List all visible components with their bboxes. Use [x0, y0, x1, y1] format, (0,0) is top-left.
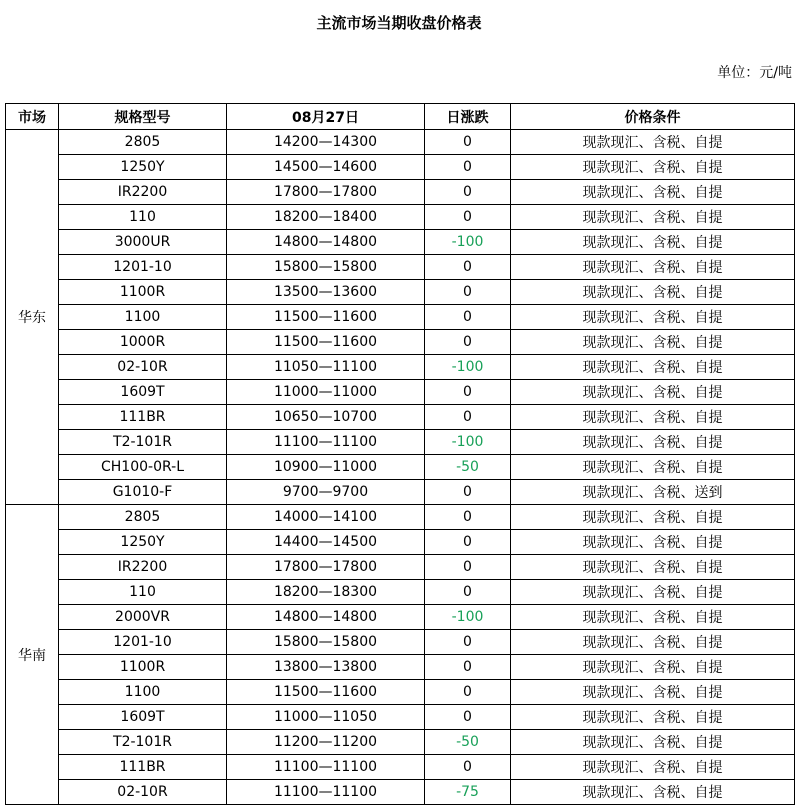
- condition-cell: 现款现汇、含税、自提: [511, 255, 795, 280]
- table-row: [6, 780, 795, 805]
- condition-cell: 现款现汇、含税、自提: [511, 755, 795, 780]
- model-cell: 1250Y: [59, 155, 227, 180]
- change-cell: 0: [425, 180, 511, 205]
- price-cell: 11200—11200: [227, 730, 425, 755]
- change-cell: 0: [425, 255, 511, 280]
- table-row: [6, 505, 795, 530]
- table-body: [6, 130, 795, 805]
- table-row: [6, 305, 795, 330]
- table-row: [6, 630, 795, 655]
- condition-cell: 现款现汇、含税、自提: [511, 655, 795, 680]
- model-cell: 110: [59, 205, 227, 230]
- header-model: 规格型号: [59, 104, 227, 130]
- price-cell: 15800—15800: [227, 255, 425, 280]
- model-cell: 1100R: [59, 280, 227, 305]
- change-cell: -50: [425, 730, 511, 755]
- change-cell: -100: [425, 230, 511, 255]
- table-row: [6, 730, 795, 755]
- table-row: [6, 755, 795, 780]
- table-row: [6, 205, 795, 230]
- condition-cell: 现款现汇、含税、自提: [511, 155, 795, 180]
- model-cell: 2000VR: [59, 605, 227, 630]
- condition-cell: 现款现汇、含税、自提: [511, 505, 795, 530]
- model-cell: CH100-0R-L: [59, 455, 227, 480]
- price-cell: 17800—17800: [227, 555, 425, 580]
- model-cell: 2805: [59, 130, 227, 155]
- price-cell: 14500—14600: [227, 155, 425, 180]
- condition-cell: 现款现汇、含税、自提: [511, 605, 795, 630]
- change-cell: -50: [425, 455, 511, 480]
- table-row: [6, 380, 795, 405]
- model-cell: 3000UR: [59, 230, 227, 255]
- model-cell: 1000R: [59, 330, 227, 355]
- table-row: [6, 130, 795, 155]
- region-cell: 华东: [6, 130, 59, 505]
- condition-cell: 现款现汇、含税、自提: [511, 430, 795, 455]
- price-cell: 11500—11600: [227, 330, 425, 355]
- model-cell: 110: [59, 580, 227, 605]
- change-cell: 0: [425, 705, 511, 730]
- change-cell: 0: [425, 580, 511, 605]
- table-row: [6, 705, 795, 730]
- header-market: 市场: [6, 104, 59, 130]
- change-cell: 0: [425, 480, 511, 505]
- table-row: [6, 405, 795, 430]
- change-cell: 0: [425, 655, 511, 680]
- table-row: [6, 255, 795, 280]
- price-cell: 15800—15800: [227, 630, 425, 655]
- price-cell: 10900—11000: [227, 455, 425, 480]
- table-row: [6, 680, 795, 705]
- model-cell: T2-101R: [59, 430, 227, 455]
- table-row: [6, 480, 795, 505]
- change-cell: -100: [425, 605, 511, 630]
- change-cell: 0: [425, 755, 511, 780]
- model-cell: T2-101R: [59, 730, 227, 755]
- model-cell: 1250Y: [59, 530, 227, 555]
- price-cell: 14200—14300: [227, 130, 425, 155]
- change-cell: 0: [425, 405, 511, 430]
- price-cell: 14000—14100: [227, 505, 425, 530]
- price-cell: 14400—14500: [227, 530, 425, 555]
- price-cell: 14800—14800: [227, 230, 425, 255]
- table-row: [6, 530, 795, 555]
- change-cell: 0: [425, 330, 511, 355]
- price-cell: 10650—10700: [227, 405, 425, 430]
- change-cell: -75: [425, 780, 511, 805]
- table-row: [6, 330, 795, 355]
- model-cell: 02-10R: [59, 355, 227, 380]
- condition-cell: 现款现汇、含税、自提: [511, 680, 795, 705]
- table-row: [6, 155, 795, 180]
- model-cell: IR2200: [59, 555, 227, 580]
- price-cell: 11100—11100: [227, 430, 425, 455]
- header-condition: 价格条件: [511, 104, 795, 130]
- price-cell: 11500—11600: [227, 680, 425, 705]
- header-change: 日涨跌: [425, 104, 511, 130]
- table-row: [6, 555, 795, 580]
- model-cell: 1609T: [59, 380, 227, 405]
- table-row: [6, 580, 795, 605]
- table-header-row: [6, 104, 795, 130]
- price-cell: 11100—11100: [227, 755, 425, 780]
- condition-cell: 现款现汇、含税、自提: [511, 580, 795, 605]
- change-cell: -100: [425, 355, 511, 380]
- price-cell: 17800—17800: [227, 180, 425, 205]
- price-cell: 11500—11600: [227, 305, 425, 330]
- change-cell: 0: [425, 630, 511, 655]
- model-cell: 1100R: [59, 655, 227, 680]
- condition-cell: 现款现汇、含税、自提: [511, 730, 795, 755]
- condition-cell: 现款现汇、含税、自提: [511, 230, 795, 255]
- table-row: [6, 455, 795, 480]
- price-table: [5, 103, 795, 805]
- table-row: [6, 605, 795, 630]
- condition-cell: 现款现汇、含税、自提: [511, 330, 795, 355]
- condition-cell: 现款现汇、含税、送到: [511, 480, 795, 505]
- change-cell: 0: [425, 305, 511, 330]
- price-cell: 11000—11050: [227, 705, 425, 730]
- price-cell: 9700—9700: [227, 480, 425, 505]
- table-row: [6, 355, 795, 380]
- model-cell: 1201-10: [59, 630, 227, 655]
- model-cell: 111BR: [59, 405, 227, 430]
- table-row: [6, 180, 795, 205]
- price-cell: 18200—18400: [227, 205, 425, 230]
- change-cell: 0: [425, 530, 511, 555]
- condition-cell: 现款现汇、含税、自提: [511, 130, 795, 155]
- condition-cell: 现款现汇、含税、自提: [511, 380, 795, 405]
- model-cell: 1100: [59, 305, 227, 330]
- condition-cell: 现款现汇、含税、自提: [511, 405, 795, 430]
- table-row: [6, 280, 795, 305]
- price-cell: 11000—11000: [227, 380, 425, 405]
- condition-cell: 现款现汇、含税、自提: [511, 530, 795, 555]
- change-cell: 0: [425, 555, 511, 580]
- price-cell: 18200—18300: [227, 580, 425, 605]
- region-cell: 华南: [6, 505, 59, 805]
- price-cell: 11050—11100: [227, 355, 425, 380]
- table-row: [6, 430, 795, 455]
- model-cell: 1609T: [59, 705, 227, 730]
- model-cell: 2805: [59, 505, 227, 530]
- table-row: [6, 655, 795, 680]
- change-cell: 0: [425, 130, 511, 155]
- price-cell: 14800—14800: [227, 605, 425, 630]
- condition-cell: 现款现汇、含税、自提: [511, 705, 795, 730]
- page-title: 主流市场当期收盘价格表: [316, 14, 482, 32]
- condition-cell: 现款现汇、含税、自提: [511, 305, 795, 330]
- change-cell: -100: [425, 430, 511, 455]
- price-cell: 11100—11100: [227, 780, 425, 805]
- change-cell: 0: [425, 380, 511, 405]
- condition-cell: 现款现汇、含税、自提: [511, 630, 795, 655]
- condition-cell: 现款现汇、含税、自提: [511, 280, 795, 305]
- condition-cell: 现款现汇、含税、自提: [511, 205, 795, 230]
- condition-cell: 现款现汇、含税、自提: [511, 780, 795, 805]
- change-cell: 0: [425, 155, 511, 180]
- condition-cell: 现款现汇、含税、自提: [511, 355, 795, 380]
- change-cell: 0: [425, 505, 511, 530]
- model-cell: G1010-F: [59, 480, 227, 505]
- condition-cell: 现款现汇、含税、自提: [511, 555, 795, 580]
- model-cell: 02-10R: [59, 780, 227, 805]
- price-cell: 13800—13800: [227, 655, 425, 680]
- change-cell: 0: [425, 680, 511, 705]
- model-cell: IR2200: [59, 180, 227, 205]
- condition-cell: 现款现汇、含税、自提: [511, 180, 795, 205]
- condition-cell: 现款现汇、含税、自提: [511, 455, 795, 480]
- header-date: 08月27日: [227, 104, 425, 130]
- unit-label: 单位：元/吨: [717, 65, 792, 81]
- change-cell: 0: [425, 205, 511, 230]
- model-cell: 1100: [59, 680, 227, 705]
- model-cell: 1201-10: [59, 255, 227, 280]
- model-cell: 111BR: [59, 755, 227, 780]
- table-row: [6, 230, 795, 255]
- price-cell: 13500—13600: [227, 280, 425, 305]
- change-cell: 0: [425, 280, 511, 305]
